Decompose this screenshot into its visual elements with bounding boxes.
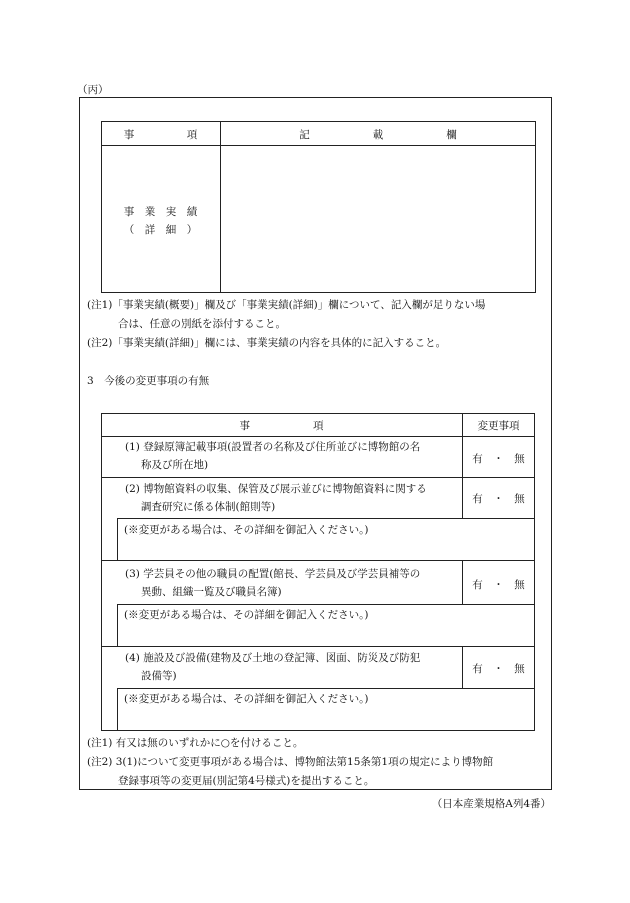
section1-note1-line1: (注1)「事業実績(概要)」欄及び「事業実績(詳細)」欄について、記入欄が足りない場 [87,299,486,311]
section3-heading: 3 今後の変更事項の有無 [87,375,210,387]
changes-detail4-indent [117,688,118,731]
changes-row1-line2: 称及び所在地) [141,459,209,471]
changes-row3-choice[interactable]: 有 ・ 無 [472,579,525,591]
achievements-row-label-line1: 事 業 実 績 [123,206,198,218]
changes-row2-divider [117,518,535,519]
achievements-header-entry: 記 載 欄 [299,129,457,141]
section3-note1: (注1) 有又は無のいずれかに○を付けること。 [87,737,304,749]
changes-row1-choice[interactable]: 有 ・ 無 [472,453,525,465]
section3-note2-line1: (注2) 3(1)について変更事項がある場合は、博物館法第15条第1項の規定により博物館 [87,756,494,768]
achievements-header-item: 事 項 [123,129,198,141]
achievements-row-label-line2: （ 詳 細 ） [123,224,198,236]
changes-row3-line2: 異動、組織一覧及び職員名簿) [141,586,282,598]
changes-header-item: 事 項 [239,420,324,432]
changes-row3-detail[interactable]: (※変更がある場合は、その詳細を御記入ください。) [124,609,369,621]
achievements-detail-field[interactable] [222,147,534,291]
achievements-table-header-divider [101,145,536,146]
changes-detail2-divider [101,560,535,561]
changes-row1-divider [101,477,535,478]
changes-row4-choice[interactable]: 有 ・ 無 [472,663,525,675]
changes-row1-line1: (1) 登録原簿記載事項(設置者の名称及び住所並びに博物館の名 [125,441,421,453]
changes-row3-divider [117,604,535,605]
changes-detail3-divider [101,646,535,647]
changes-row4-detail[interactable]: (※変更がある場合は、その詳細を御記入ください。) [124,693,369,705]
changes-row3-line1: (3) 学芸員その他の職員の配置(館長、学芸員及び学芸員補等の [125,568,421,580]
section3-note2-line2: 登録事項等の変更届(別記第4号様式)を提出すること。 [118,775,375,787]
footer-paper-size: （日本産業規格A列4番） [431,798,551,810]
changes-header-divider [101,436,535,437]
changes-row2-line1: (2) 博物館資料の収集、保管及び展示並びに博物館資料に関する [125,483,427,495]
changes-detail3-indent [117,604,118,646]
changes-row4-line1: (4) 施設及び設備(建物及び土地の登記簿、図面、防災及び防犯 [125,652,421,664]
changes-detail2-indent [117,518,118,560]
section1-note2: (注2)「事業実績(詳細)」欄には、事業実績の内容を具体的に記入すること。 [87,337,447,349]
changes-row2-line2: 調査研究に係る体制(館則等) [141,501,276,513]
changes-row4-divider [117,688,535,689]
form-label: （丙） [77,84,109,96]
changes-row2-choice[interactable]: 有 ・ 無 [472,493,525,505]
section1-note1-line2: 合は、任意の別紙を添付すること。 [118,318,286,330]
changes-header-change: 変更事項 [477,420,520,432]
changes-row2-detail[interactable]: (※変更がある場合は、その詳細を御記入ください。) [124,524,369,536]
changes-row4-line2: 設備等) [141,670,177,682]
achievements-table-column-divider [220,121,221,293]
